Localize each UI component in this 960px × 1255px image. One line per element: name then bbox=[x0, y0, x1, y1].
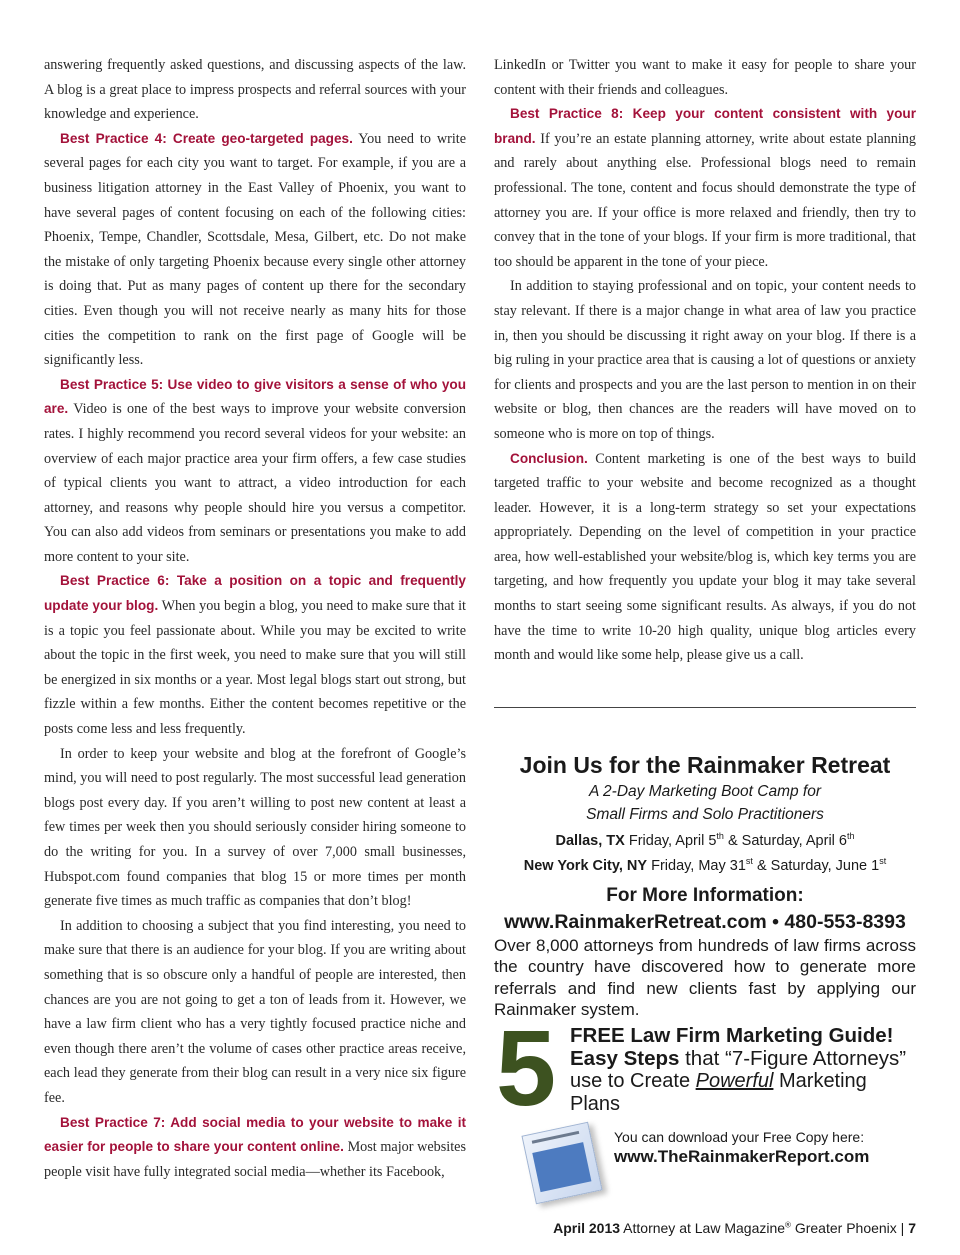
ad-subtitle: Small Firms and Solo Practitioners bbox=[586, 806, 824, 823]
page-footer: April 2013 Attorney at Law Magazine® Greater Phoenix | 7 bbox=[553, 1220, 916, 1236]
left-column bbox=[44, 53, 466, 1184]
paragraph: In order to keep your website and blog at the forefront of Google’s mind, you will need to post regularly. The most successful lead generation blogs post every day. If you aren’t willing to post new content at least a few times per week then you should seriously consider hiring someone to do the writing for you. In a survey of over 7,000 small businesses, Hubspot.com found companies that blog 15 or more times per month generate five times as much traffic as companies that don’t blog! bbox=[44, 745, 466, 910]
download-info bbox=[614, 1128, 869, 1168]
paragraph: Conclusion. Content marketing is one of the best ways to build targeted traffic to your website and become recognized as a thought leader. However, it is a long-term strategy so set your expectations appropriately. Depending on the level of competition in your practice area, how well-established your website/blog is, which key terms you are targeting, and how frequently you update your blog it may take several months to start seeing some significant results. As always, if you do not have the time to write 10-20 high quality, unique blog articles every month and would like some help, please give us a call. bbox=[494, 450, 916, 664]
paragraph: Best Practice 7: Add social media to your website to make it easier for people to share your content online. Most major websites people visit have fully integrated social media—whether its Facebook, bbox=[44, 1114, 467, 1180]
ad-contact-link[interactable]: www.RainmakerRetreat.com • 480-553-8393 bbox=[504, 910, 906, 933]
section-heading: Best Practice 6: Take a position on a topic and frequently update your blog. bbox=[44, 573, 466, 614]
paragraph: LinkedIn or Twitter you want to make it easy for people to share your content with their friends and colleagues. bbox=[494, 57, 916, 98]
paragraph: Best Practice 6: Take a position on a topic and frequently update your blog. When you begin a blog, you need to make sure that it is a topic you feel passionate about. While you may be excited to write about the topic in the first week, you need to make sure that you will still be energized in six months or a year. Most legal blogs start out strong, but fizzle within a few months. Either the content becomes repetitive or the posts come less and less frequently. bbox=[44, 573, 466, 738]
guide-promo-text bbox=[570, 1024, 920, 1116]
ad-body-text: Over 8,000 attorneys from hundreds of law firms across the country have discovered how to generate more referrals and find new clients fast by applying our Rainmaker system. bbox=[494, 935, 916, 1020]
section-heading: Best Practice 5: Use video to give visitors a sense of who you are. bbox=[44, 376, 466, 417]
guide-promo bbox=[494, 1007, 924, 1128]
promo-line: use to Create Powerful Marketing Plans bbox=[570, 1070, 867, 1115]
page-number: 7 bbox=[908, 1220, 916, 1236]
download-link[interactable]: www.TheRainmakerReport.com bbox=[614, 1147, 870, 1166]
paragraph: In addition to choosing a subject that you find interesting, you need to make sure that there is an audience for your blog. If you are writing about something that is so obscure only a handful of people are interested, then chances are you are not going to get a ton of leads from it. However, we have a law firm client who has a very tightly focused practice niche and even though there aren’t the volume of cases other practice areas receive, each lead they generate from their blog can result in a very nice six figure fee. bbox=[44, 917, 466, 1106]
event-dallas: Dallas, TX Friday, April 5th & Saturday, April 6th bbox=[555, 831, 855, 849]
section-heading: Best Practice 8: Keep your content consistent with your brand. bbox=[494, 106, 916, 146]
right-column bbox=[494, 53, 916, 668]
ad-title: Join Us for the Rainmaker Retreat bbox=[519, 752, 891, 778]
paragraph: answering frequently asked questions, and discussing aspects of the law. A blog is a great place to impress prospects and referral sources with your knowledge and experience. bbox=[44, 57, 466, 123]
paragraph: Best Practice 8: Keep your content consistent with your brand. If you’re an estate planning attorney, write about estate planning and rarely about anything else. Professional blogs need to remain professional. The tone, content and focus should demonstrate the type of attorney you are. If your office is more relaxed and friendly, then try to convey that in the tone of your blogs. If your firm is more traditional, that too should be apparent in the tone of your piece. bbox=[494, 106, 916, 270]
promo-headline: FREE Law Firm Marketing Guide! bbox=[570, 1024, 894, 1047]
section-heading: Conclusion. bbox=[510, 450, 588, 466]
download-text: You can download your Free Copy here: bbox=[614, 1129, 865, 1145]
more-info-heading: For More Information: bbox=[606, 884, 804, 906]
paragraph: Best Practice 5: Use video to give visitors a sense of who you are. Video is one of the best ways to improve your website conversion rates. I highly recommend you record several videos for your website: an overview of each major practice area your firm offers, a few case studies of typical clients you want to attract, a video introduction for each attorney, and reasons why people should hire you versus a competitor. You can also add videos from seminars or presentations you make to add more content to your site. bbox=[44, 376, 466, 565]
paragraph: In addition to staying professional and on topic, your content needs to stay relevant. If there is a major change in what area of law you practice in, then you should be discussing it right away on your blog. If there is a big ruling in your practice area that is causing a lot of questions or anxiety for clients and prospects and you are the last person to mention in on their website or blog, then chances are the readers will have moved on to someone who is more on top of things. bbox=[494, 278, 916, 442]
big-five-number: 5 bbox=[496, 1007, 557, 1128]
section-heading: Best Practice 4: Create geo-targeted pages. bbox=[60, 130, 353, 146]
retreat-ad bbox=[494, 750, 916, 1021]
guide-book-cover bbox=[521, 1122, 602, 1205]
divider bbox=[494, 707, 916, 708]
event-new-york: New York City, NY Friday, May 31st & Saturday, June 1st bbox=[523, 855, 887, 874]
section-heading: Best Practice 7: Add social media to your website to make it easier for people to share your content online. bbox=[44, 1114, 466, 1155]
promo-line: Easy Steps that “7-Figure Attorneys” bbox=[570, 1047, 907, 1070]
paragraph: Best Practice 4: Create geo-targeted pages. You need to write several pages for each city you want to target. For example, if you are a business litigation attorney in the East Valley of Phoenix, you want to have several pages of content focusing on each of the following cities: Phoenix, Tempe, Chandler, Scottsdale, Mesa, Gilbert, etc. Do not make the mistake of only targeting Phoenix because every single other attorney is doing that. Put as many pages of content up there for the secondary cities. Even though you will not receive nearly as many hits for those cities the competition to rank on the first page of Google will be significantly less. bbox=[44, 130, 467, 369]
ad-subtitle: A 2-Day Marketing Boot Camp for bbox=[588, 783, 821, 800]
